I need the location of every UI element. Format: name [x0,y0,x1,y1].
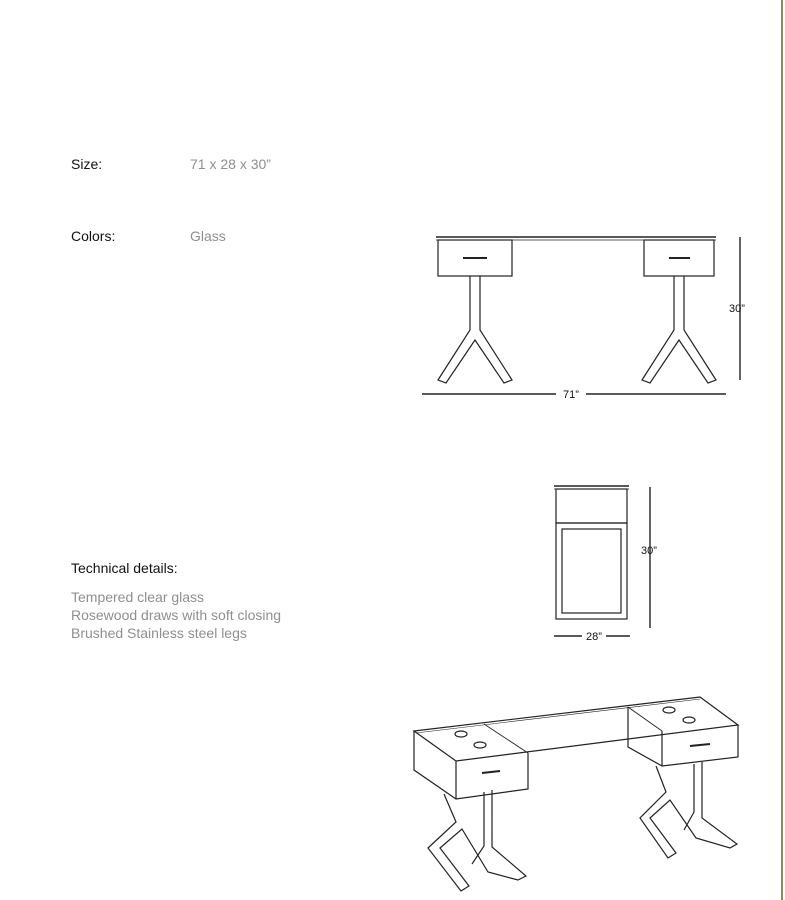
side-elevation-drawing [554,486,650,636]
technical-detail-item: Brushed Stainless steel legs [71,625,247,641]
front-elevation-drawing [422,237,740,394]
colors-label: Colors: [71,228,116,244]
side-depth-label: 28” [586,631,602,643]
side-height-label: 30” [641,545,657,557]
technical-detail-item: Rosewood draws with soft closing [71,607,282,623]
front-width-label: 71” [563,389,579,401]
size-label: Size: [71,156,103,172]
colors-value: Glass [190,228,226,244]
technical-detail-item: Tempered clear glass [71,589,205,605]
front-height-label: 30” [729,303,745,315]
perspective-drawing [414,697,738,891]
size-value: 71 x 28 x 30” [190,156,271,172]
technical-details-title: Technical details: [71,560,178,576]
